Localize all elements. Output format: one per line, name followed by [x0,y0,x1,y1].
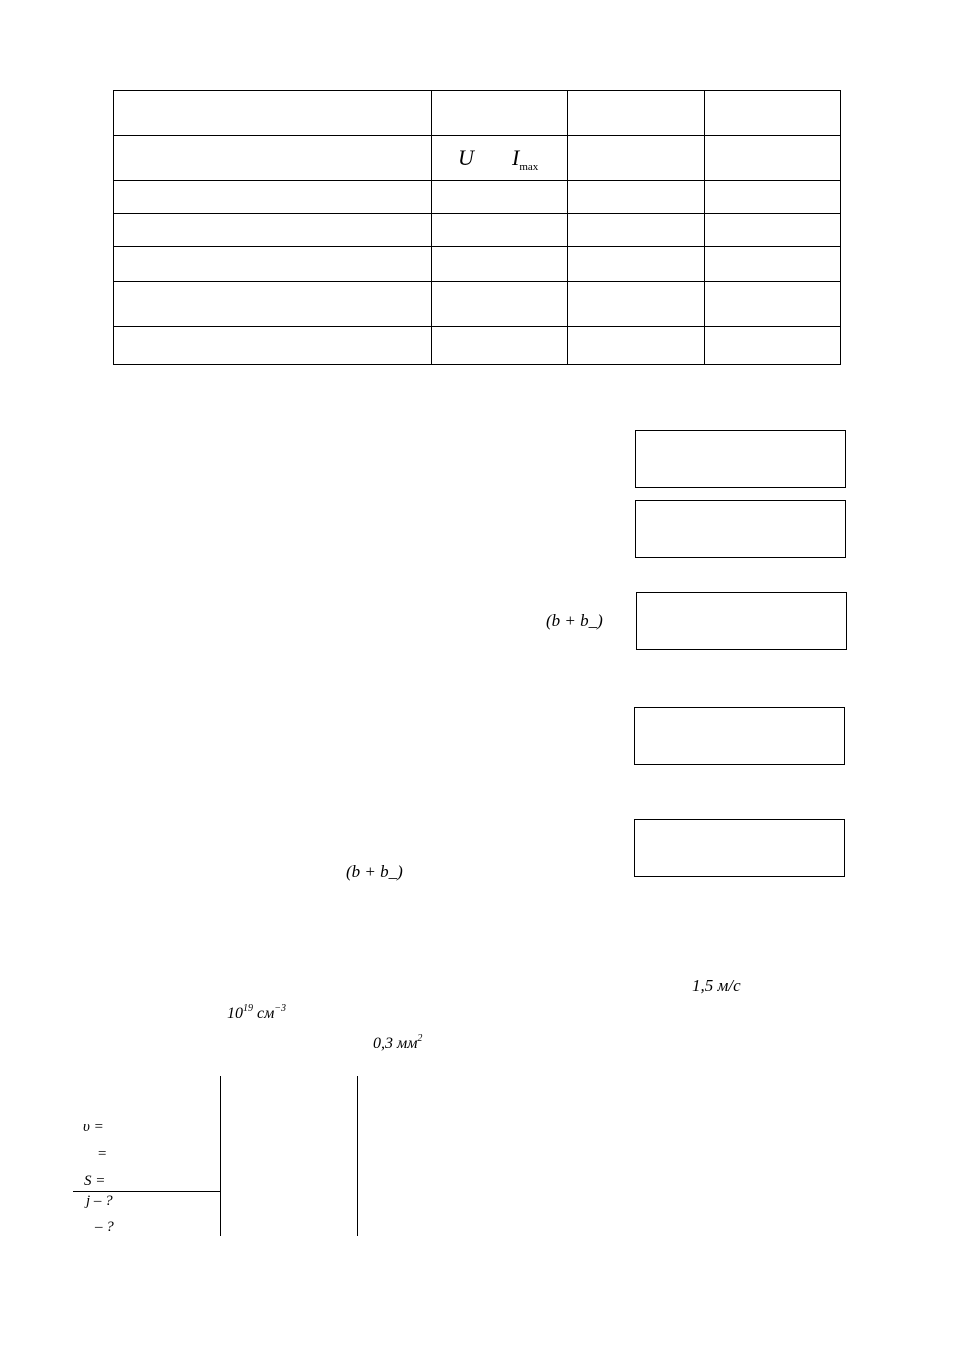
answer-box-4 [634,707,845,765]
ui-cell [432,136,568,181]
area-value: 0,3 $мм^2$ [373,1033,423,1052]
given-underline [73,1191,221,1192]
table-row [114,181,841,214]
unknown-quantity: – ? [95,1219,114,1235]
answer-box-3 [636,592,847,650]
answer-box-5 [634,819,845,877]
data-table [113,90,841,365]
table-cell [705,91,841,136]
given-area: S = [84,1173,106,1189]
voltage-symbol: U [458,145,474,170]
table-cell [114,136,432,181]
table-cell [568,91,705,136]
given-speed: υ = [83,1119,104,1135]
mobility-sum-formula-2: (b + b_) [346,862,403,881]
table-row [114,136,841,181]
answer-box-2 [635,500,846,558]
table-row [114,327,841,365]
table-cell [114,91,432,136]
table-cell [568,136,705,181]
table-row [114,91,841,136]
concentration-value: $10^{19}$ $см^{-3}$ [227,1003,287,1022]
given-concentration: = [97,1146,108,1162]
table-row [114,282,841,327]
answer-box-1 [635,430,846,488]
mobility-sum-formula-1: (b + b_) [546,611,603,630]
current-symbol: $I_{max}$ [512,145,539,173]
table-cell [705,136,841,181]
table-row [114,214,841,247]
unknown-current-density: j – ? [86,1193,113,1209]
speed-value: 1,5 м/с [692,976,741,995]
table-row [114,247,841,282]
current-subscript: max [519,161,539,173]
given-divider [220,1076,221,1236]
si-divider [357,1076,358,1236]
table-cell [432,91,568,136]
